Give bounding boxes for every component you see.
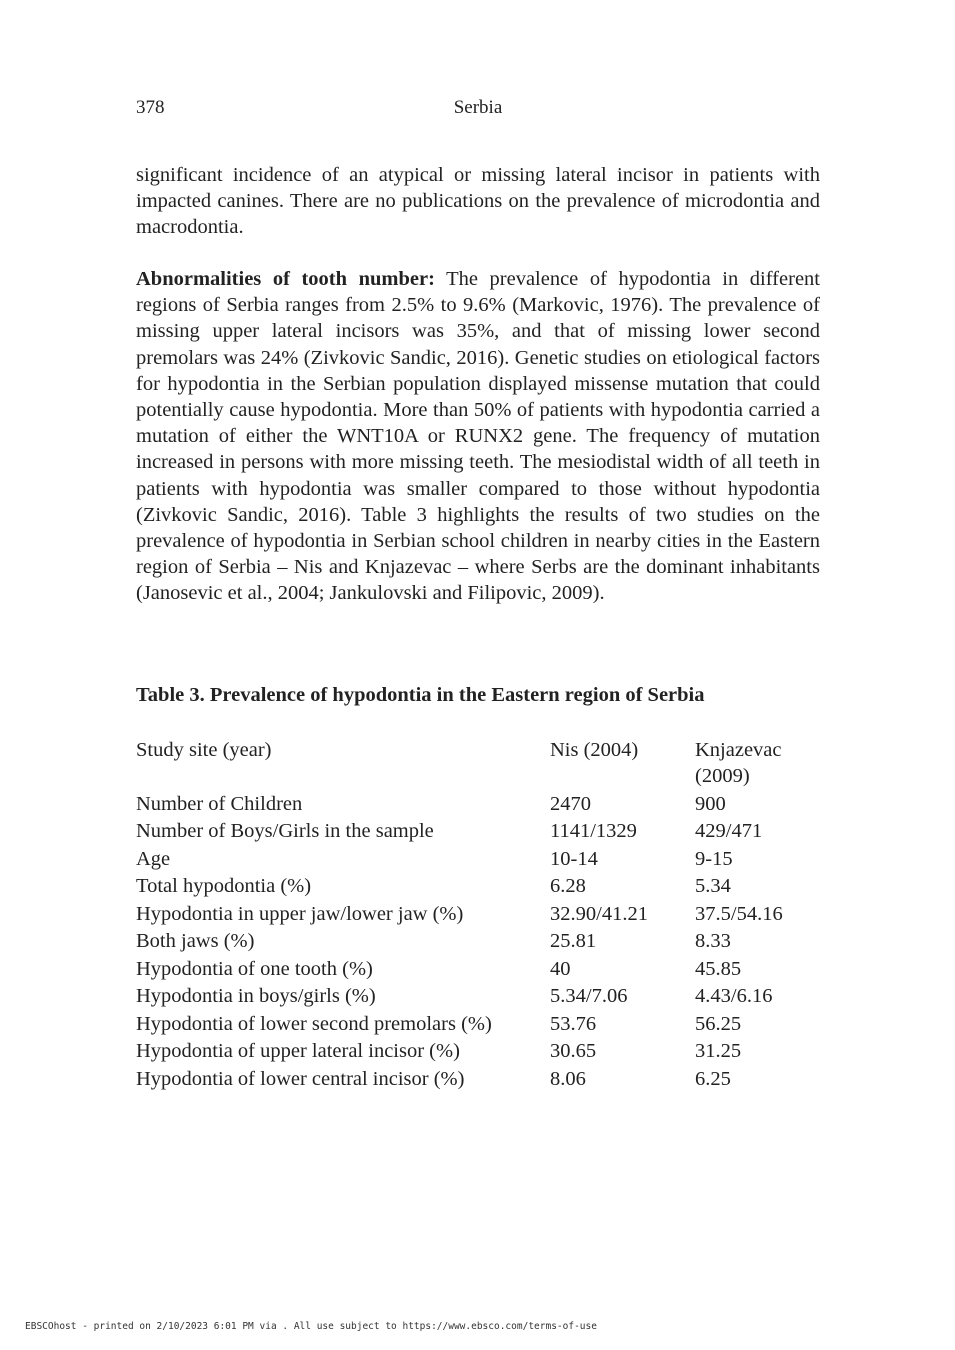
data-table bbox=[136, 737, 820, 1093]
ebsco-footer: EBSCOhost - printed on 2/10/2023 6:01 PM via . All use subject to https://www.ebsco.com/terms-of-use bbox=[25, 1321, 597, 1332]
paragraph-text: The prevalence of hypodontia in different regions of Serbia ranges from 2.5% to 9.6% (Markovic, 1976). The prevalence of missing upper lateral incisors was 35%, and that of missing lower second premolars was 24% (Zivkovic Sandic, 2016). Genetic studies on etiological factors for hypodontia in the Serbian population displayed missense mutation that could potentially cause hypodontia. More than 50% of patients with hypodontia carried a mutation of either the WNT10A or RUNX2 gene. The frequency of mutation increased in persons with more missing teeth. The mesiodistal width of all teeth in patients with hypodontia was smaller compared to those without hypodontia (Zivkovic Sandic, 2016). Table 3 highlights the results of two studies on the prevalence of hypodontia in Serbian school children in nearby cities in the Eastern region of Serbia – Nis and Knjazevac – where Serbs are the dominant inhabitants (Janosevic et al., 2004; Jankulovski and Filipovic, 2009). bbox=[136, 268, 820, 605]
table-cell: Hypodontia in boys/girls (%) bbox=[136, 985, 376, 1008]
table-cell: Hypodontia of lower central incisor (%) bbox=[136, 1067, 465, 1090]
table-cell: 30.65 bbox=[550, 1040, 597, 1063]
table-cell: Both jaws (%) bbox=[136, 930, 255, 953]
table-cell: 2470 bbox=[550, 792, 591, 815]
table-cell: 9-15 bbox=[695, 847, 733, 870]
table-cell: 45.85 bbox=[695, 957, 742, 980]
table-cell: Hypodontia of upper lateral incisor (%) bbox=[136, 1040, 460, 1063]
table-header-row bbox=[136, 737, 820, 789]
table-cell: 56.25 bbox=[695, 1012, 742, 1035]
table-cell: 429/471 bbox=[695, 820, 763, 843]
table-row bbox=[136, 1038, 820, 1064]
table-cell: 40 bbox=[550, 957, 571, 980]
table-cell: 1141/1329 bbox=[550, 820, 637, 843]
table-cell: 53.76 bbox=[550, 1012, 597, 1035]
table-cell: Number of Boys/Girls in the sample bbox=[136, 820, 434, 843]
table-header-cell: Knjazevac (2009) bbox=[695, 739, 782, 788]
table-cell: Number of Children bbox=[136, 792, 303, 815]
table-cell: 8.33 bbox=[695, 930, 731, 953]
table-title: Table 3. Prevalence of hypodontia in the Eastern region of Serbia bbox=[136, 684, 705, 706]
table-row bbox=[136, 928, 820, 954]
table-cell: 32.90/41.21 bbox=[550, 902, 648, 925]
table-cell: 900 bbox=[695, 792, 726, 815]
table-row bbox=[136, 873, 820, 899]
table-row bbox=[136, 1066, 820, 1092]
table-row bbox=[136, 901, 820, 927]
table-cell: 5.34 bbox=[695, 875, 731, 898]
table-cell: 6.25 bbox=[695, 1067, 731, 1090]
table-cell: Hypodontia of one tooth (%) bbox=[136, 957, 373, 980]
paragraph-text: significant incidence of an atypical or missing lateral incisor in patients with impacted canines. There are no publications on the prevalence of microdontia and macrodontia. bbox=[136, 164, 820, 239]
table-row bbox=[136, 818, 820, 844]
running-head: Serbia bbox=[453, 97, 503, 118]
paragraph-heading: Abnormalities of tooth number: bbox=[136, 268, 435, 290]
table-cell: Total hypodontia (%) bbox=[136, 875, 312, 898]
table-cell: 6.28 bbox=[550, 875, 586, 898]
table-cell: 4.43/6.16 bbox=[695, 985, 773, 1008]
table-row bbox=[136, 983, 820, 1009]
table-row bbox=[136, 846, 820, 872]
table-cell: 5.34/7.06 bbox=[550, 985, 628, 1008]
table-cell: Age bbox=[136, 847, 171, 870]
table-cell: 25.81 bbox=[550, 930, 597, 953]
table-cell: Hypodontia in upper jaw/lower jaw (%) bbox=[136, 902, 464, 925]
table-row bbox=[136, 791, 820, 817]
table-cell: 31.25 bbox=[695, 1040, 742, 1063]
table-row bbox=[136, 1011, 820, 1037]
table-cell: Hypodontia of lower second premolars (%) bbox=[136, 1012, 492, 1035]
table-header-cell: Nis (2004) bbox=[550, 739, 639, 761]
table-cell: 10-14 bbox=[550, 847, 598, 870]
table-cell: 8.06 bbox=[550, 1067, 586, 1090]
body-paragraph bbox=[136, 162, 820, 241]
table-header-cell: Study site (year) bbox=[136, 739, 272, 761]
table-row bbox=[136, 956, 820, 982]
page-number: 378 bbox=[136, 97, 165, 118]
page-header bbox=[136, 97, 820, 123]
body-paragraph bbox=[136, 266, 820, 607]
table-cell: 37.5/54.16 bbox=[695, 902, 783, 925]
